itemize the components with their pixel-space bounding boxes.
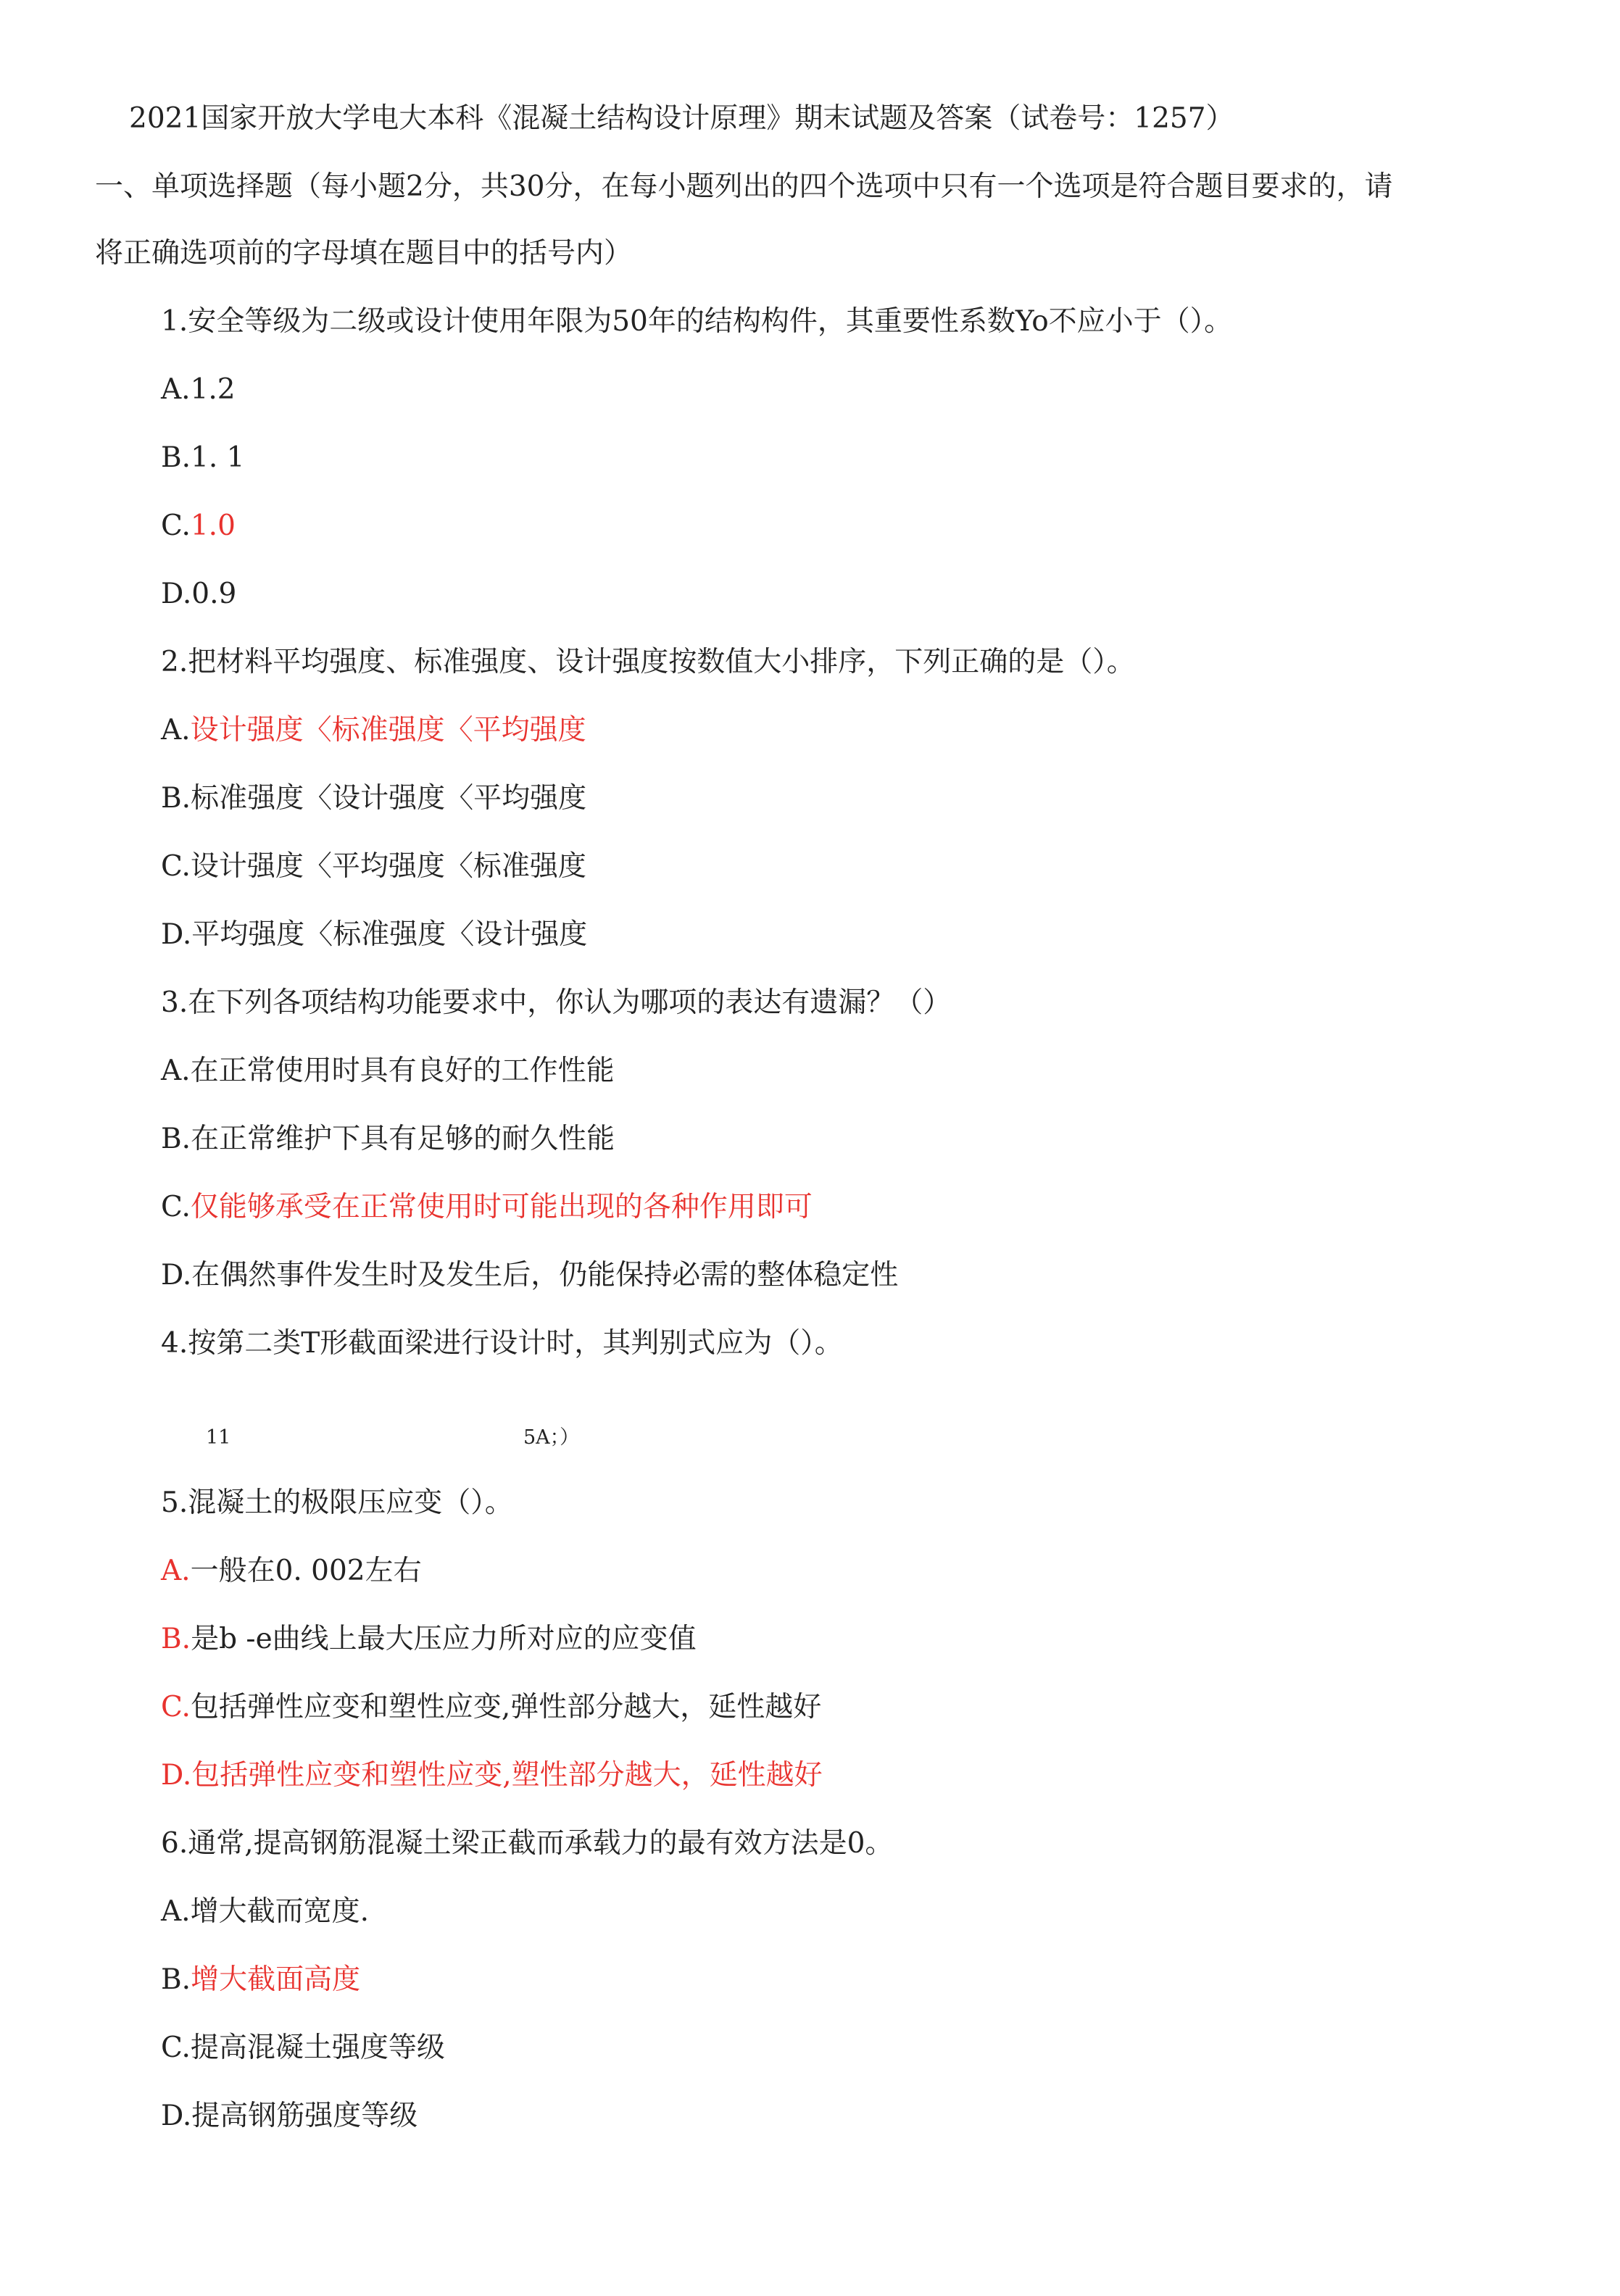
question-3-stem: 3.在下列各项结构功能要求中，你认为哪项的表达有遗漏？（） (161, 986, 952, 1019)
option-label: B. (161, 441, 191, 474)
option-label: A. (161, 1895, 191, 1928)
question-3-option-b (161, 1119, 615, 1160)
question-3-option-d (161, 1255, 898, 1296)
option-text: 提高钢筋强度等级 (191, 2100, 418, 2132)
option-label: C. (161, 1191, 191, 1223)
question-6-option-c (161, 2028, 445, 2068)
question-5-option-a (161, 1551, 422, 1592)
question-4-formula-fragment-2: 5A；） (523, 1426, 580, 1449)
correct-answer-text: 增大截面高度 (191, 1963, 361, 1996)
option-text: 设计强度〈平均强度〈标准强度 (190, 850, 586, 883)
option-label: B. (161, 1963, 191, 1996)
option-label: A. (161, 714, 191, 746)
option-text: 提高混凝土强度等级 (190, 2031, 445, 2064)
option-text: 包括弹性应变和塑性应变,弹性部分越大，延性越好 (190, 1691, 822, 1723)
option-text: 1. 1 (191, 441, 245, 474)
option-label: D. (161, 1259, 192, 1292)
option-text: 增大截而宽度. (190, 1895, 369, 1928)
option-text: 在正常维护下具有足够的耐久性能 (191, 1123, 615, 1155)
question-1-option-d (161, 574, 236, 615)
question-5-stem: 5.混凝土的极限压应变（）。 (161, 1486, 513, 1519)
option-label: C. (161, 1691, 191, 1723)
document-title: 2021国家开放大学电大本科《混凝土结构设计原理》期末试题及答案（试卷号：1257） (129, 102, 1234, 135)
question-2-stem: 2.把材料平均强度、标准强度、设计强度按数值大小排序，下列正确的是（）。 (161, 646, 1135, 678)
option-text: 0.9 (191, 578, 237, 610)
question-6-option-a (161, 1892, 369, 1932)
option-label: D. (161, 2100, 192, 2132)
question-6-option-d (161, 2096, 418, 2137)
question-4-formula-fragment-1: 11 (206, 1426, 231, 1449)
question-5-option-b (161, 1619, 697, 1660)
option-label: C. (161, 509, 191, 542)
question-2-option-b (161, 778, 586, 819)
option-label: A. (161, 1055, 191, 1087)
option-label: C. (161, 2031, 191, 2064)
correct-answer-text: 包括弹性应变和塑性应变,塑性部分越大，延性越好 (191, 1759, 823, 1792)
option-label: D. (161, 918, 192, 951)
option-label: B. (161, 782, 191, 815)
question-2-option-d (161, 915, 587, 955)
question-3-option-c (161, 1187, 813, 1228)
option-label: B. (161, 1623, 191, 1655)
option-label: B. (161, 1123, 191, 1155)
option-text: 在偶然事件发生时及发生后，仍能保持必需的整体稳定性 (191, 1259, 899, 1292)
option-label: D. (161, 1759, 192, 1792)
question-5-option-c (161, 1687, 821, 1728)
option-text: 标准强度〈设计强度〈平均强度 (191, 782, 587, 815)
correct-answer-text: 设计强度〈标准强度〈平均强度 (190, 714, 586, 746)
option-text: 平均强度〈标准强度〈设计强度 (191, 918, 588, 951)
section-instructions-line-1: 一、单项选择题（每小题2分，共30分，在每小题列出的四个选项中只有一个选项是符合题目要求的，请 (95, 170, 1393, 203)
question-1-stem: 1.安全等级为二级或设计使用年限为50年的结构构件，其重要性系数Yo不应小于（）。 (161, 305, 1233, 338)
option-label: D. (161, 578, 192, 610)
option-label: C. (161, 850, 191, 883)
section-instructions-line-2: 将正确选项前的字母填在题目中的括号内） (95, 237, 633, 270)
question-6-stem: 6.通常,提高钢筋混凝土梁正截而承载力的最有效方法是0。 (161, 1827, 894, 1860)
question-2-option-a (161, 710, 586, 751)
question-4-stem: 4.按第二类T形截面梁进行设计时，其判别式应为（）。 (161, 1327, 843, 1360)
question-1-option-c (161, 506, 236, 546)
question-5-option-d (161, 1755, 823, 1796)
option-text: 是b -e曲线上最大压应力所对应的应变值 (191, 1623, 697, 1655)
question-1-option-a (161, 370, 236, 410)
question-2-option-c (161, 847, 586, 887)
correct-answer-text: 仅能够承受在正常使用时可能出现的各种作用即可 (190, 1191, 813, 1223)
question-6-option-b (161, 1960, 360, 2000)
correct-answer-text: 1.0 (190, 509, 236, 542)
option-text: 一般在0. 002左右 (190, 1555, 422, 1587)
option-label: A. (161, 1555, 191, 1587)
option-text: 1.2 (190, 373, 236, 406)
option-text: 在正常使用时具有良好的工作性能 (190, 1055, 615, 1087)
option-label: A. (161, 373, 191, 406)
question-3-option-a (161, 1051, 615, 1091)
question-1-option-b (161, 438, 244, 478)
